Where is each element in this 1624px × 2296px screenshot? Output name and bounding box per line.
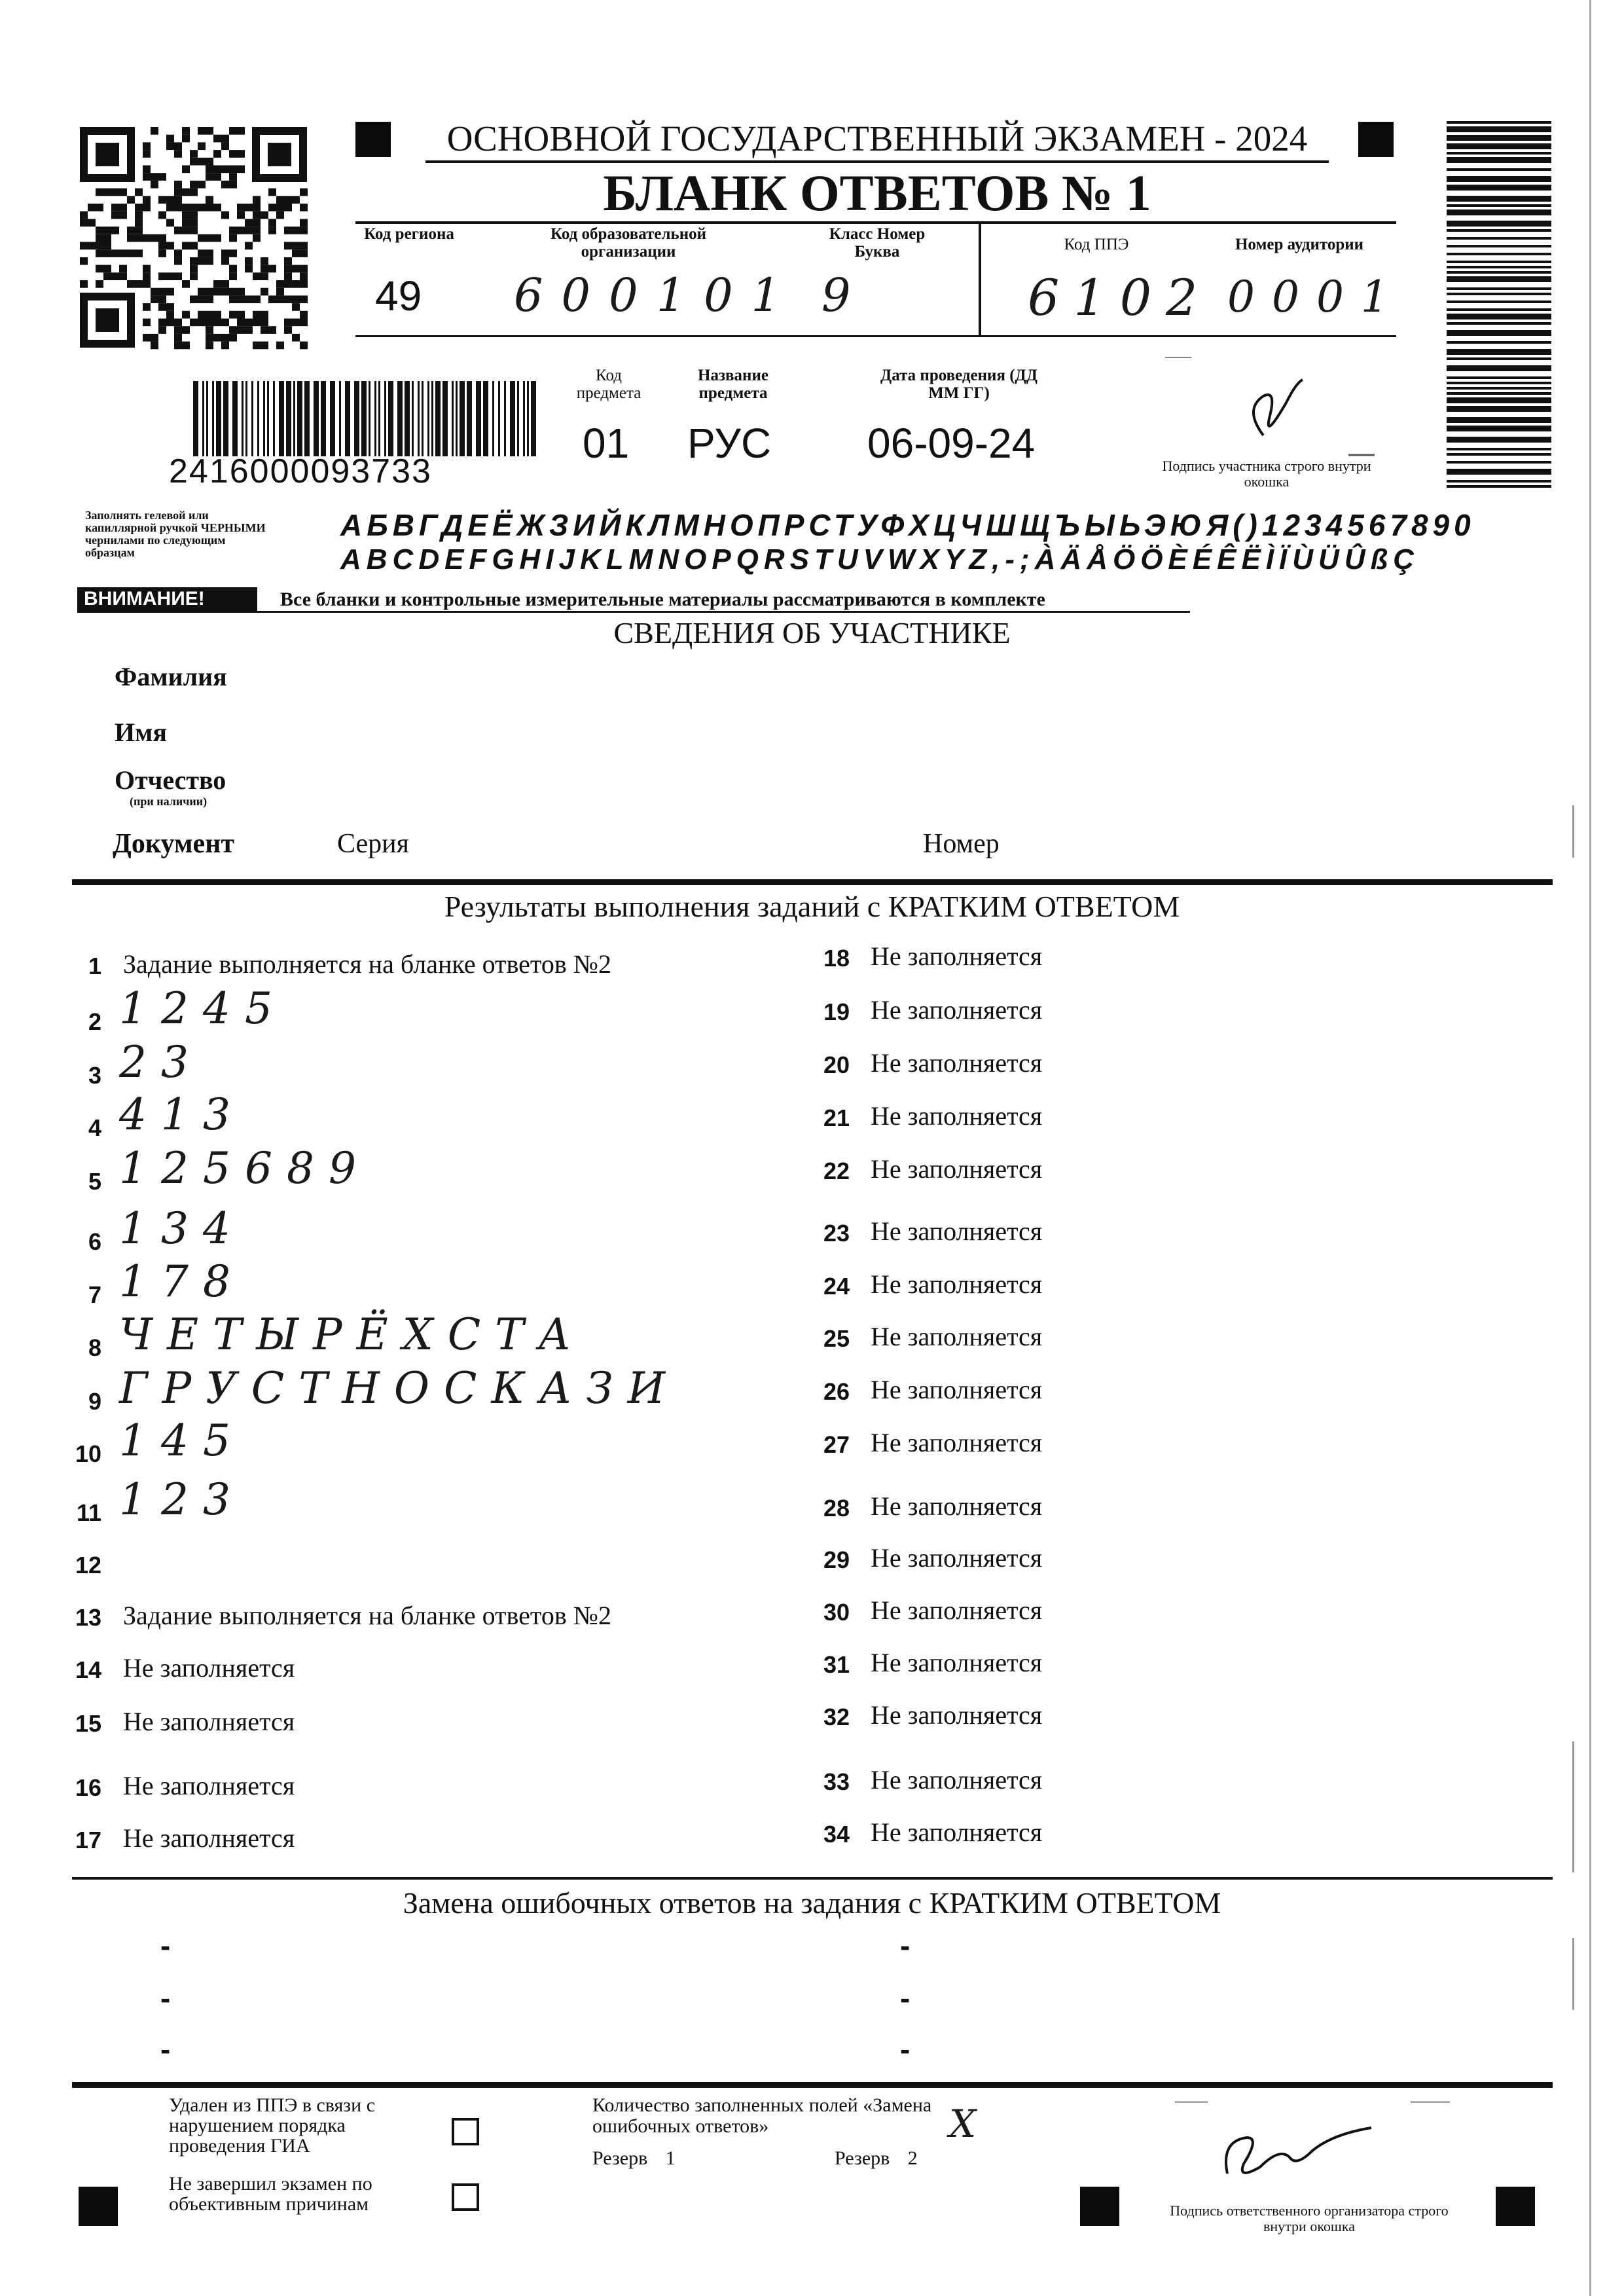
results-section-title: Результаты выполнения заданий с КРАТКИМ ОТВЕТОМ: [444, 890, 1180, 923]
answer-number: 3: [88, 1062, 101, 1089]
participant-signature: [1165, 357, 1375, 458]
surname-label: Фамилия: [115, 662, 227, 691]
handwritten-answer: 134: [119, 1203, 245, 1254]
subject-name-label: Название предмета: [698, 367, 768, 402]
answer-number: 26: [823, 1378, 850, 1405]
sample-latin: ABCDEFGHIJKLMNOPQRSTUVWXYZ,-;ÀÄÅÖÖÈÉÊËÌÏÙÜÛßÇ: [340, 543, 1420, 575]
replacement-section-title: Замена ошибочных ответов на задания с КРАТКИМ ОТВЕТОМ: [403, 1886, 1221, 1920]
answer-number: 17: [75, 1827, 101, 1853]
warning-bar: [77, 587, 1190, 613]
organizer-signature: [1175, 2102, 1450, 2200]
barcode-number: 2416000093733: [169, 452, 432, 490]
replacement-dash: -: [900, 2032, 911, 2066]
room-label: Номер аудитории: [1235, 236, 1364, 253]
document-label: Документ: [113, 829, 235, 859]
removed-checkbox[interactable]: [452, 2118, 479, 2145]
handwritten-answer: 145: [119, 1415, 245, 1466]
answer-text: Не заполняется: [123, 1653, 295, 1683]
header-divider: [979, 221, 981, 337]
answer-number: 20: [823, 1051, 850, 1078]
replacement-dash: -: [900, 1929, 911, 1963]
number-label: Номер: [923, 829, 1000, 859]
date-label: Дата проведения (ДД ММ ГГ): [880, 367, 1038, 402]
answer-text: Не заполняется: [871, 1154, 1043, 1184]
answer-number: 30: [823, 1599, 850, 1626]
region-label: Код региона: [364, 225, 454, 243]
answer-number: 10: [75, 1440, 101, 1467]
count-label: Количество заполненных полей «Замена ошибочных ответов»: [592, 2094, 932, 2137]
subject-name-value: РУС: [687, 420, 772, 467]
answer-text: Не заполняется: [871, 1428, 1043, 1457]
scan-edge-line: [1572, 1741, 1574, 1872]
handwritten-answer: ГРУСТНОСКАЗИ: [119, 1363, 680, 1413]
reserve1-label: Резерв 1: [592, 2147, 676, 2169]
date-value: 06-09-24: [867, 420, 1036, 467]
handwritten-answer: 123: [119, 1474, 245, 1525]
section-rule: [72, 1877, 1553, 1880]
answer-number: 28: [823, 1495, 850, 1522]
reserve2-label: Резерв 2: [835, 2147, 918, 2169]
answer-number: 33: [823, 1768, 850, 1795]
handwritten-answer: 125689: [119, 1143, 370, 1194]
sample-cyrillic: АБВГДЕЁЖЗИЙКЛМНОПРСТУФХЦЧШЩЪЫЬЭЮЯ()1234567890: [340, 508, 1475, 542]
answer-text: Не заполняется: [871, 1595, 1043, 1625]
registration-mark: [1496, 2187, 1535, 2226]
answer-number: 27: [823, 1431, 850, 1458]
registration-mark: [1358, 122, 1394, 157]
answer-number: 11: [76, 1499, 101, 1526]
answer-number: 18: [823, 945, 850, 972]
answer-text: Не заполняется: [871, 1765, 1043, 1795]
answer-number: 22: [823, 1157, 850, 1184]
answer-text: Задание выполняется на бланке ответов №2: [123, 949, 611, 979]
answer-number: 32: [823, 1704, 850, 1730]
linear-barcode: [193, 381, 537, 456]
participant-signature-caption: Подпись участника строго внутри окошка: [1162, 458, 1371, 490]
answer-number: 25: [823, 1325, 850, 1352]
section-rule: [72, 879, 1553, 885]
class-value: 9: [821, 268, 851, 322]
participant-section-title: СВЕДЕНИЯ ОБ УЧАСТНИКЕ: [613, 616, 1011, 649]
registration-mark: [1080, 2187, 1119, 2226]
answer-text: Не заполняется: [123, 1823, 295, 1853]
handwritten-answer: ЧЕТЫРЁХСТА: [119, 1309, 586, 1360]
answer-text: Задание выполняется на бланке ответов №2: [123, 1601, 611, 1630]
scan-edge-line: [1572, 1938, 1574, 2010]
answer-number: 9: [88, 1388, 101, 1415]
answer-number: 23: [823, 1220, 850, 1247]
handwritten-answer: 178: [119, 1256, 245, 1307]
answer-number: 5: [88, 1168, 101, 1195]
count-value: Х: [949, 2102, 977, 2146]
answer-number: 15: [75, 1710, 101, 1737]
answer-number: 24: [823, 1273, 850, 1300]
answer-number: 12: [75, 1552, 101, 1578]
handwritten-answer: 413: [119, 1089, 245, 1140]
answer-number: 2: [88, 1008, 101, 1035]
replacement-dash: -: [900, 1981, 911, 2015]
answer-number: 8: [88, 1334, 101, 1361]
answer-text: Не заполняется: [871, 1048, 1043, 1078]
replacement-dash: -: [160, 2032, 171, 2066]
warning-text: Все бланки и контрольные измерительные материалы рассматриваются в комплекте: [280, 589, 1045, 610]
org-value: 600101: [514, 268, 799, 322]
answer-text: Не заполняется: [871, 941, 1043, 971]
patronymic-label: Отчество: [115, 765, 226, 795]
answer-text: Не заполняется: [871, 1269, 1043, 1299]
replacement-dash: -: [160, 1981, 171, 2015]
organizer-signature-box: [1175, 2102, 1450, 2200]
answer-number: 6: [88, 1228, 101, 1255]
warning-badge: ВНИМАНИЕ!: [77, 587, 257, 611]
answer-number: 13: [75, 1604, 101, 1631]
answer-text: Не заполняется: [871, 1216, 1043, 1246]
answer-number: 16: [75, 1774, 101, 1801]
header-rule: [355, 221, 1396, 224]
ppe-value: 6102: [1028, 268, 1212, 327]
sample-note: Заполнять гелевой или капиллярной ручкой ЧЕРНЫМИ чернилами по следующим образцам: [85, 509, 266, 559]
subject-code-label: Код предмета: [576, 367, 641, 402]
side-barcode: [1447, 121, 1551, 488]
removed-text: Удален из ППЭ в связи с нарушением порядка проведения ГИА: [169, 2094, 376, 2157]
answer-number: 14: [75, 1656, 101, 1683]
answer-text: Не заполняется: [123, 1707, 295, 1736]
patronymic-note: (при наличии): [130, 795, 208, 808]
organizer-signature-caption: Подпись ответственного организатора строго внутри окошка: [1170, 2202, 1449, 2234]
answer-text: Не заполняется: [871, 1322, 1043, 1351]
org-label: Код образовательной организации: [550, 225, 707, 261]
scan-edge-line: [1572, 805, 1574, 858]
section-rule: [72, 2082, 1553, 2088]
answer-text: Не заполняется: [871, 1491, 1043, 1521]
region-value: 49: [375, 272, 422, 319]
scan-edge-line: [1589, 0, 1591, 2296]
header-rule: [355, 335, 1396, 337]
room-value: 0001: [1227, 272, 1405, 322]
answer-text: Не заполняется: [123, 1771, 295, 1800]
answer-text: Не заполняется: [871, 995, 1043, 1025]
answer-number: 1: [88, 953, 101, 979]
answer-text: Не заполняется: [871, 1543, 1043, 1573]
participant-signature-box: [1165, 357, 1375, 458]
form-title: БЛАНК ОТВЕТОВ № 1: [603, 164, 1151, 221]
not-finished-checkbox[interactable]: [452, 2183, 479, 2211]
class-label: Класс Номер Буква: [829, 225, 926, 261]
answer-text: Не заполняется: [871, 1375, 1043, 1404]
answer-number: 21: [823, 1104, 850, 1131]
qr-code: [77, 124, 310, 350]
handwritten-answer: 1245: [119, 983, 287, 1034]
answer-number: 29: [823, 1546, 850, 1573]
registration-mark: [79, 2187, 118, 2226]
not-finished-text: Не завершил экзамен по объективным причинам: [169, 2173, 372, 2215]
answer-text: Не заполняется: [871, 1817, 1043, 1847]
series-label: Серия: [337, 829, 409, 859]
answer-text: Не заполняется: [871, 1648, 1043, 1677]
answer-number: 19: [823, 998, 850, 1025]
name-label: Имя: [115, 718, 167, 747]
answer-number: 4: [88, 1114, 101, 1141]
registration-mark: [355, 122, 391, 157]
answer-number: 31: [823, 1651, 850, 1678]
answer-number: 7: [88, 1281, 101, 1308]
answer-number: 34: [823, 1821, 850, 1848]
answer-text: Не заполняется: [871, 1700, 1043, 1730]
answer-text: Не заполняется: [871, 1101, 1043, 1131]
ppe-label: Код ППЭ: [1064, 236, 1129, 253]
exam-title: ОСНОВНОЙ ГОСУДАРСТВЕННЫЙ ЭКЗАМЕН - 2024: [425, 118, 1329, 163]
subject-code-value: 01: [583, 420, 630, 467]
replacement-dash: -: [160, 1929, 171, 1963]
handwritten-answer: 23: [119, 1037, 203, 1087]
